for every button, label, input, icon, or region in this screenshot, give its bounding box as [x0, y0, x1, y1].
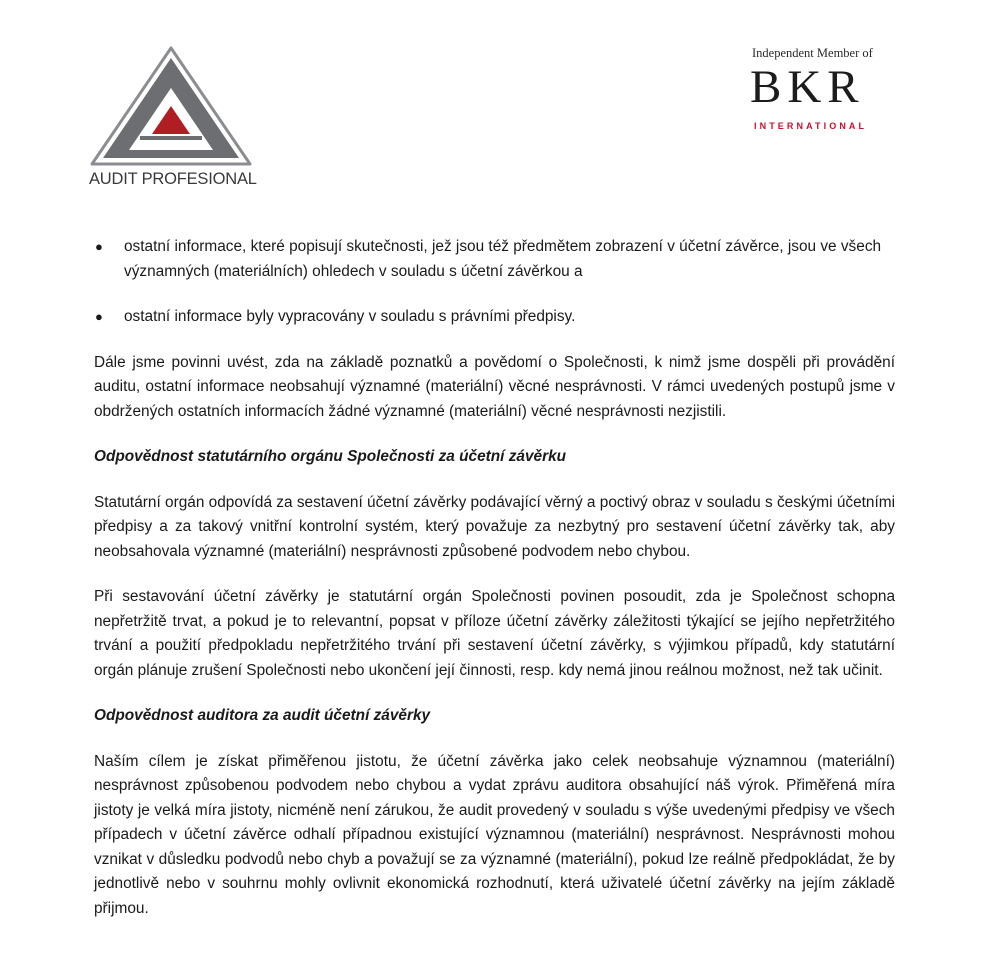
document-body	[94, 235, 895, 942]
bullet-icon: ●	[95, 309, 103, 324]
list-item	[94, 235, 895, 284]
paragraph: Dále jsme povinni uvést, zda na základě poznatků a povědomí o Společnosti, k nimž jsme dospěli při provádění auditu, ostatní informace neobsahují významné (materiální) věcné nesprávnosti. V rámci uvedených postupů jsme v obdržených ostatních informacích žádné významné (materiální) věcné nesprávnosti nezjistili.	[94, 353, 895, 420]
brand-name: BKR	[750, 61, 865, 113]
bullet-list	[94, 235, 895, 330]
paragraph: Statutární orgán odpovídá za sestavení účetní závěrky podávající věrný a poctivý obraz v souladu s českými účetními předpisy a za takový vnitřní kontrolní systém, který považuje za nezbytný pro sestavení účetní závěrky tak, aby neobsahovala významné (materiální) nesprávnosti způsobené podvodem nebo chybou.	[94, 493, 895, 560]
paragraph: Při sestavování účetní závěrky je statutární orgán Společnosti povinen posoudit, zda je Společnost schopna nepřetržitě trvat, a pokud je to relevantní, popsat v příloze účetní závěrky záležitosti týkající se jejího nepřetržitého trvání a použití předpokladu nepřetržitého trvání při sestavení účetní závěrky, s výjimkou případů, kdy statutární orgán plánuje zrušení Společnosti nebo ukončení její činnosti, resp. kdy nemá jinou reálnou možnost, než tak učinit.	[94, 588, 895, 679]
brand-subtitle: INTERNATIONAL	[754, 121, 868, 131]
member-text: Independent Member of	[752, 46, 873, 60]
bullet-icon: ●	[95, 239, 103, 254]
company-name: AUDIT PROFESIONAL	[89, 170, 257, 188]
section-heading: Odpovědnost statutárního orgánu Společnosti za účetní závěrku	[94, 448, 567, 465]
bullet-text: ostatní informace byly vypracovány v souladu s právními předpisy.	[124, 308, 576, 325]
list-item	[94, 305, 895, 330]
audit-profesional-logo	[86, 44, 256, 194]
bkr-logo	[748, 46, 898, 136]
triangle-logo-icon	[86, 44, 256, 170]
paragraph: Naším cílem je získat přiměřenou jistotu, že účetní závěrka jako celek neobsahuje významnou (materiální) nesprávnost způsobenou podvodem nebo chybou a vydat zprávu auditora obsahující náš výrok. Přiměřená míra jistoty je velká míra jistoty, nicméně není zárukou, že audit provedený v souladu s výše uvedenými předpisy ve všech případech v účetní závěrce odhalí případnou existující významnou (materiální) nesprávnost. Nesprávnosti mohou vznikat v důsledku podvodů nebo chyb a považují se za významné (materiální), pokud lze reálně předpokládat, že by jednotlivě nebo v souhrnu mohly ovlivnit ekonomická rozhodnutí, která uživatelé účetní závěrky na jejím základě přijmou.	[94, 752, 895, 917]
bullet-text: ostatní informace, které popisují skutečnosti, jež jsou též předmětem zobrazení v účetní závěrce, jsou ve všech významných (materiálních) ohledech v souladu s účetní závěrkou a	[124, 238, 882, 280]
section-heading: Odpovědnost auditora za audit účetní závěrky	[94, 707, 431, 724]
